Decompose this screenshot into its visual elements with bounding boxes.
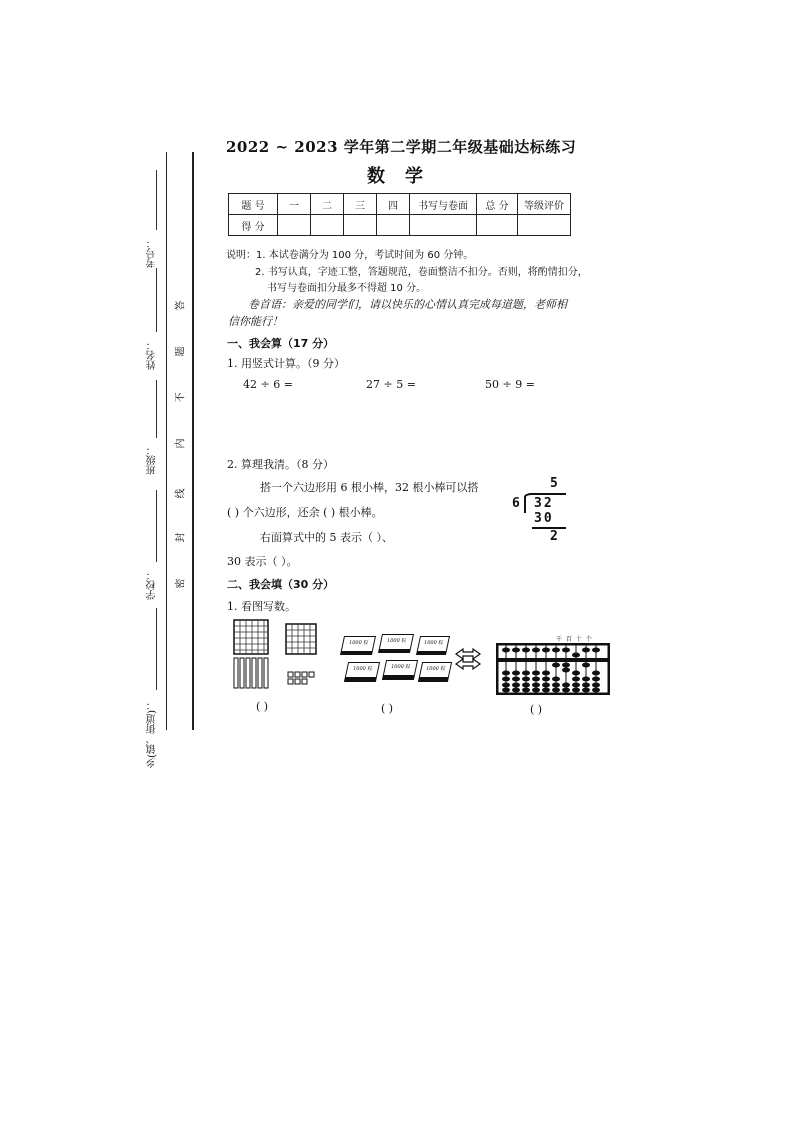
table-cell: 书写与卷面	[410, 194, 477, 215]
seal-char: 封	[175, 532, 187, 543]
division-product: 30	[534, 511, 554, 526]
answer-blank-1[interactable]: ( )	[256, 700, 269, 713]
table-cell: 总 分	[477, 194, 518, 215]
book-icon	[418, 662, 452, 682]
seal-char: 内	[175, 438, 187, 449]
question-2-1: 1. 看图写数。	[227, 600, 296, 613]
q2-line-3: 右面算式中的 5 表示（ ）、	[260, 531, 393, 544]
binding-town-blank[interactable]	[156, 608, 157, 690]
exam-title: 2022 ~ 2023 学年第二学期二年级基础达标练习	[226, 138, 577, 156]
note-line-3: 书写与卷面扣分最多不得超 10 分。	[267, 283, 427, 294]
score-cell[interactable]	[477, 215, 518, 236]
long-division	[508, 476, 588, 548]
table-cell: 题 号	[229, 194, 278, 215]
book-label: 1000 粒	[386, 638, 407, 644]
table-cell: 一	[278, 194, 311, 215]
binding-line-inner	[192, 152, 194, 730]
q2-line-1: 搭一个六边形用 6 根小棒，32 根小棒可以搭	[260, 481, 479, 494]
abacus-place-labels: 千 百 十 个	[556, 636, 593, 643]
score-cell[interactable]	[518, 215, 571, 236]
division-divisor: 6	[512, 496, 520, 511]
preface-line-1: 卷首语：亲爱的同学们，请以快乐的心情认真完成每道题，老师相	[248, 298, 567, 311]
answer-blank-2[interactable]: ( )	[381, 702, 394, 715]
score-table-header-row	[229, 194, 571, 215]
division-bar	[530, 493, 566, 495]
swap-arrows-icon	[453, 646, 483, 672]
book-stacks-image	[340, 632, 450, 688]
binding-name-label: 姓名：	[147, 340, 158, 370]
seal-char: 线	[175, 488, 187, 499]
preface-line-2: 信你能行！	[228, 315, 283, 328]
score-cell[interactable]	[278, 215, 311, 236]
score-cell[interactable]	[311, 215, 344, 236]
division-subtract-line	[532, 527, 566, 529]
binding-name-blank[interactable]	[156, 268, 157, 332]
book-icon	[344, 662, 380, 682]
question-1-2: 2. 算理我清。（8 分）	[227, 458, 334, 471]
note-line-1: 说明：1. 本试卷满分为 100 分，考试时间为 60 分钟。	[226, 250, 474, 261]
table-cell: 四	[377, 194, 410, 215]
table-cell: 得 分	[229, 215, 278, 236]
answer-blank-3[interactable]: ( )	[530, 703, 543, 716]
binding-school-blank[interactable]	[156, 490, 157, 562]
book-icon	[378, 634, 414, 653]
score-cell[interactable]	[344, 215, 377, 236]
binding-exam-no-blank[interactable]	[156, 170, 157, 230]
q2-line-4: 30 表示（ ）。	[227, 555, 298, 568]
seal-char: 题	[175, 346, 187, 357]
ten-rods-icon	[234, 658, 268, 688]
score-cell[interactable]	[410, 215, 477, 236]
hundred-block-icon	[286, 624, 316, 654]
book-icon	[340, 636, 376, 655]
note-line-2: 2. 书写认真，字迹工整，答题规范，卷面整洁不扣分。否则，将酌情扣分，	[255, 267, 588, 278]
seal-char: 不	[175, 392, 187, 403]
binding-exam-no-label: 考号：	[147, 238, 158, 268]
division-remainder: 2	[550, 529, 558, 544]
unit-cubes-icon	[288, 672, 314, 684]
book-label: 1000 粒	[425, 666, 446, 672]
binding-class-blank[interactable]	[156, 380, 157, 438]
q2-line-2: ( ) 个六边形，还余 ( ) 根小棒。	[227, 506, 383, 519]
subject-title: 数学	[367, 166, 443, 187]
division-bracket	[524, 493, 534, 513]
book-icon	[416, 636, 450, 655]
section-1-heading: 一、我会算（17 分）	[227, 337, 335, 350]
division-quotient: 5	[550, 476, 558, 491]
book-label: 1000 粒	[352, 666, 373, 672]
binding-town-label: 乡(镇、街道)：	[147, 700, 158, 768]
table-cell: 等级评价	[518, 194, 571, 215]
binding-line-outer	[166, 152, 167, 730]
hundred-block-icon	[234, 620, 268, 654]
score-table-score-row	[229, 215, 571, 236]
section-2-heading: 二、我会填（30 分）	[227, 578, 335, 591]
hundred-blocks-image	[232, 618, 322, 690]
book-icon	[382, 660, 418, 680]
question-1-1: 1. 用竖式计算。（9 分）	[227, 357, 345, 370]
score-cell[interactable]	[377, 215, 410, 236]
binding-school-label: 学校：	[147, 570, 158, 600]
division-dividend: 32	[534, 496, 554, 511]
calc-item: 42 ÷ 6 =	[243, 378, 293, 391]
seal-char: 密	[175, 578, 187, 589]
table-cell: 三	[344, 194, 377, 215]
binding-class-label: 班级：	[147, 445, 158, 475]
table-cell: 二	[311, 194, 344, 215]
book-label: 1000 粒	[390, 664, 411, 670]
abacus-image	[496, 643, 610, 695]
calc-item: 50 ÷ 9 =	[485, 378, 535, 391]
seal-char: 答	[175, 300, 187, 311]
calc-item: 27 ÷ 5 =	[366, 378, 416, 391]
book-label: 1000 粒	[348, 640, 369, 646]
score-table	[228, 193, 571, 236]
book-label: 1000 粒	[423, 640, 444, 646]
